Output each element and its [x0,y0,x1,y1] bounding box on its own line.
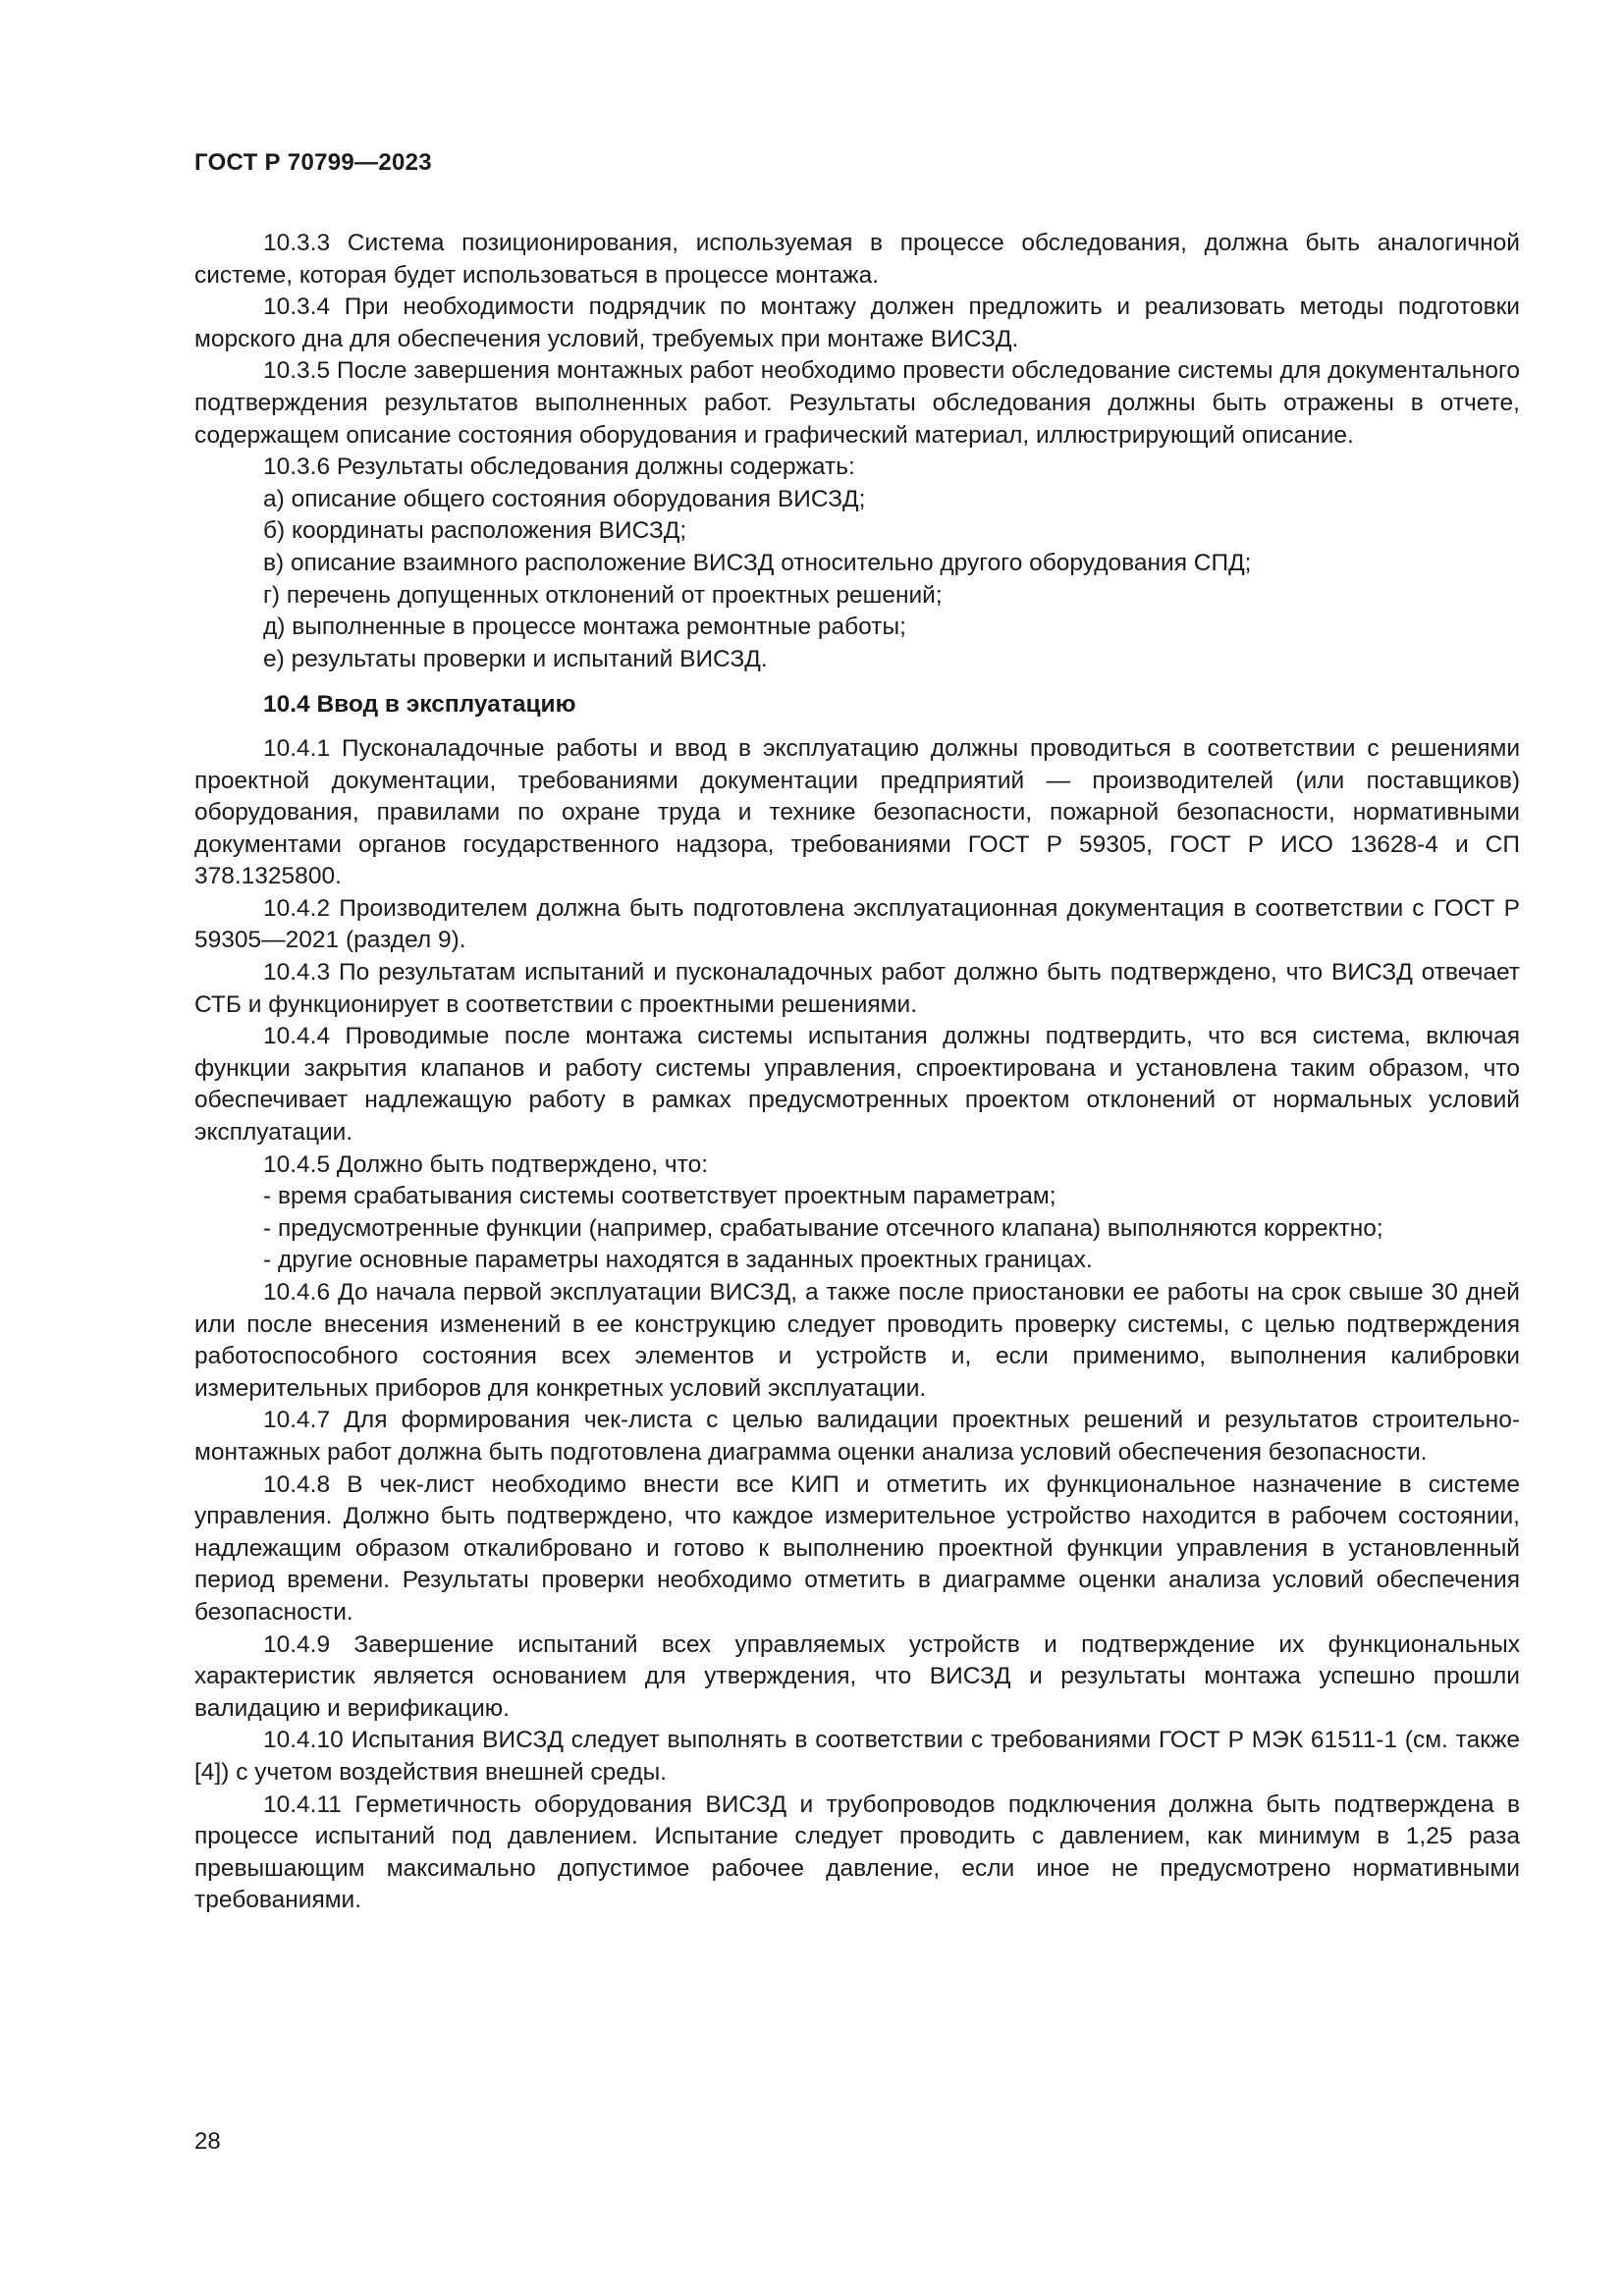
paragraph-10-3-5: 10.3.5 После завершения монтажных работ необходимо провести обследование системы для документального подтверждения результатов выполненных работ. Результаты обследования должны быть отражены в отчете, содержащем описание состояния оборудования и графический материал, иллюстрирующий описание. [194,357,1520,449]
paragraph-10-4-6: 10.4.6 До начала первой эксплуатации ВИСЗД, а также после приостановки ее работы на срок свыше 30 дней или после внесения изменений в ее конструкцию следует проводить проверку системы, с целью подтверждения работоспособного состояния всех элементов и устройств и, если применимо, выполнения калибровки измерительных приборов для конкретных условий эксплуатации. [194,1279,1520,1402]
document-header: ГОСТ Р 70799—2023 [194,149,432,176]
paragraph-10-3-3: 10.3.3 Система позиционирования, используемая в процессе обследования, должна быть аналогичной системе, которая будет использоваться в процессе монтажа. [194,230,1520,289]
paragraph-10-4-3: 10.4.3 По результатам испытаний и пусконаладочных работ должно быть подтверждено, что ВИСЗД отвечает СТБ и функционирует в соответствии с проектными решениями. [194,959,1520,1018]
paragraph-10-4-5: 10.4.5 Должно быть подтверждено, что: [263,1150,709,1178]
paragraph-10-3-4: 10.3.4 При необходимости подрядчик по монтажу должен предложить и реализовать методы подготовки морского дна для обеспечения условий, требуемых при монтаже ВИСЗД. [194,294,1520,352]
paragraph-10-4-9: 10.4.9 Завершение испытаний всех управляемых устройств и подтверждение их функциональных характеристик является основанием для утверждения, что ВИСЗД и результаты монтажа успешно прошли валидацию и верификацию. [194,1630,1520,1722]
paragraph-10-4-10: 10.4.10 Испытания ВИСЗД следует выполнять в соответствии с требованиями ГОСТ Р МЭК 61511-1 (см. также [4]) с учетом воздействия внешней среды. [194,1727,1520,1786]
list-item-v: в) описание взаимного расположение ВИСЗД относительно другого оборудования СПД; [263,549,1252,576]
paragraph-10-3-6: 10.3.6 Результаты обследования должны содержать: [263,454,855,481]
list-item-a: а) описание общего состояния оборудования ВИСЗД; [263,485,866,512]
list-item-d: д) выполненные в процессе монтажа ремонтные работы; [263,614,906,641]
section-title-10-4: 10.4 Ввод в эксплуатацию [263,691,576,719]
list-item-g: г) перечень допущенных отклонений от проектных решений; [263,581,943,609]
paragraph-10-4-1: 10.4.1 Пусконаладочные работы и ввод в эксплуатацию должны проводиться в соответствии с решениями проектной документации, требованиями документации предприятий — производителей (или поставщиков) оборудования, правилами по охране труда и технике безопасности, пожарной безопасности, нормативными документами органов государственного надзора, требованиями ГОСТ Р 59305, ГОСТ Р ИСО 13628-4 и СП 378.1325800. [194,734,1520,890]
list-item-e: е) результаты проверки и испытаний ВИСЗД. [263,645,768,672]
dash-item-parameters: - другие основные параметры находятся в заданных проектных границах. [263,1247,1093,1274]
paragraph-10-4-4: 10.4.4 Проводимые после монтажа системы испытания должны подтвердить, что вся система, включая функции закрытия клапанов и работу системы управления, спроектирована и установлена таким образом, что обеспечивает надлежащую работу в рамках предусмотренных проектом отклонений от нормальных условий эксплуатации. [194,1023,1520,1147]
dash-item-response-time: - время срабатывания системы соответствует проектным параметрам; [263,1183,1056,1210]
paragraph-10-4-8: 10.4.8 В чек-лист необходимо внести все КИП и отметить их функциональное назначение в системе управления. Должно быть подтверждено, что каждое измерительное устройство находится в рабочем состоянии, надлежащим образом откалибровано и готово к выполнению проектной функции управления в установленный период времени. Результаты проверки необходимо отметить в диаграмме оценки анализа условий обеспечения безопасности. [194,1470,1520,1626]
document-body [194,228,1520,1917]
page-number: 28 [194,2128,221,2155]
paragraph-10-4-2: 10.4.2 Производителем должна быть подготовлена эксплуатационная документация в соответствии с ГОСТ Р 59305—2021 (раздел 9). [194,894,1520,954]
list-item-b: б) координаты расположения ВИСЗД; [263,517,687,545]
paragraph-10-4-11: 10.4.11 Герметичность оборудования ВИСЗД и трубопроводов подключения должна быть подтверждена в процессе испытаний под давлением. Испытание следует проводить с давлением, как минимум в 1,25 раза превышающим максимально допустимое рабочее давление, если иное не предусмотрено нормативными требованиями. [194,1790,1520,1914]
dash-item-functions: - предусмотренные функции (например, срабатывание отсечного клапана) выполняются корректно; [263,1214,1383,1242]
paragraph-10-4-7: 10.4.7 Для формирования чек-листа с целью валидации проектных решений и результатов строительно-монтажных работ должна быть подготовлена диаграмма оценки анализа условий обеспечения безопасности. [194,1407,1520,1466]
